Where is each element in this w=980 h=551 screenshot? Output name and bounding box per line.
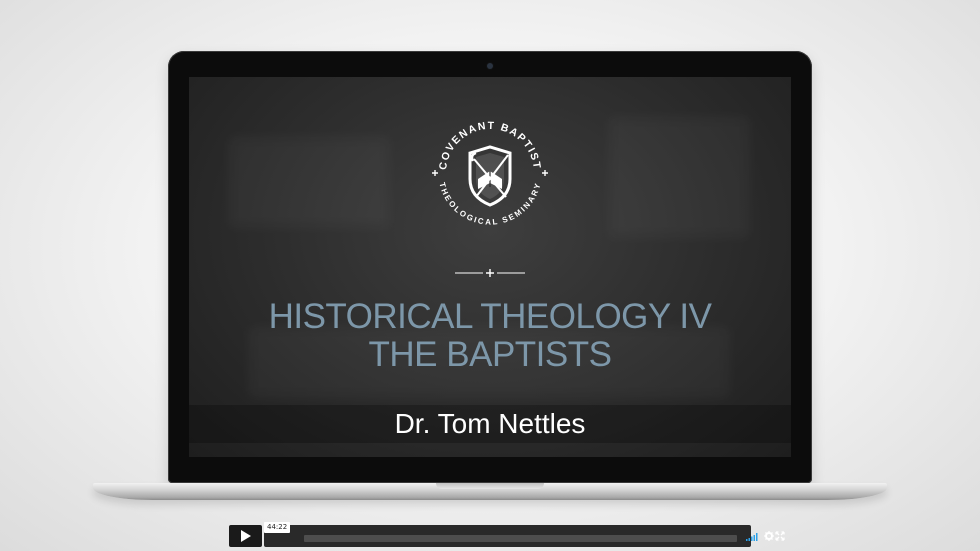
play-icon	[241, 530, 251, 542]
volume-icon[interactable]	[746, 533, 758, 541]
webcam	[487, 63, 493, 69]
settings-icon[interactable]	[764, 531, 774, 541]
logo-bottom-text: THEOLOGICAL SEMINARY	[437, 181, 543, 227]
fullscreen-icon[interactable]	[775, 531, 785, 541]
play-button[interactable]	[229, 525, 262, 547]
laptop-notch	[436, 483, 544, 489]
shield-icon	[470, 147, 510, 205]
logo-top-text: COVENANT BAPTIST	[436, 119, 543, 171]
course-title-line-2: THE BAPTISTS	[368, 335, 612, 374]
background-blur	[609, 117, 749, 237]
progress-bar[interactable]	[304, 535, 737, 542]
instructor-name: Dr. Tom Nettles	[394, 408, 586, 439]
video-screen[interactable]	[189, 77, 791, 457]
laptop-lid	[168, 51, 812, 483]
control-bar	[264, 525, 751, 547]
laptop-base	[93, 483, 887, 500]
background-blur	[229, 137, 389, 227]
course-title-line-1: HISTORICAL THEOLOGY IV	[268, 297, 712, 336]
divider-cross	[455, 268, 525, 278]
time-label: 44:22	[264, 522, 290, 533]
seminary-logo-emblem	[426, 109, 554, 237]
video-player-controls	[229, 525, 751, 547]
